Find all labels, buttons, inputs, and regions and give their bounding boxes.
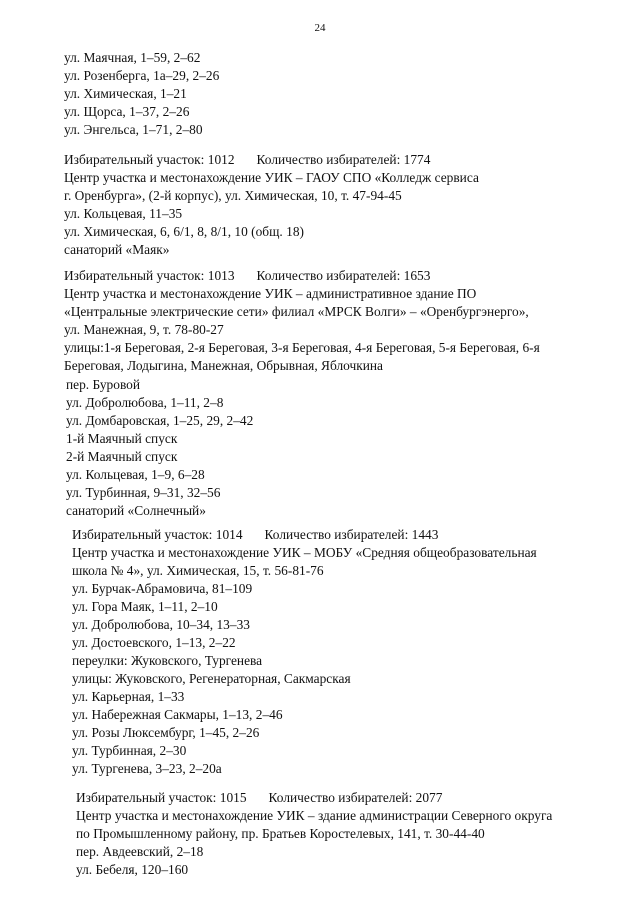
precinct-center-line: г. Оренбурга», (2-й корпус), ул. Химическая, 10, т. 47-94-45 xyxy=(64,188,402,203)
address-line: ул. Турбинная, 2–30 xyxy=(72,743,187,758)
precinct-header-1013 xyxy=(64,267,430,284)
address-line: ул. Щорса, 1–37, 2–26 xyxy=(64,104,190,119)
precinct-center-line: Центр участка и местонахождение УИК – административное здание ПО xyxy=(64,286,477,301)
voter-count: Количество избирателей: 1774 xyxy=(256,152,431,167)
address-line: Береговая, Лодыгина, Манежная, Обрывная, Яблочкина xyxy=(64,358,383,373)
address-line: улицы: Жуковского, Регенераторная, Сакмарская xyxy=(72,671,351,686)
precinct-header-1014 xyxy=(72,526,438,543)
precinct-number: Избирательный участок: 1013 xyxy=(64,268,235,283)
precinct-header-1012 xyxy=(64,151,430,168)
address-line: пер. Авдеевский, 2–18 xyxy=(76,844,204,859)
address-line: ул. Кольцевая, 11–35 xyxy=(64,206,183,221)
address-line: ул. Карьерная, 1–33 xyxy=(72,689,185,704)
precinct-header-1015 xyxy=(76,789,442,806)
address-line: ул. Добролюбова, 10–34, 13–33 xyxy=(72,617,250,632)
precinct-center-line: ул. Манежная, 9, т. 78-80-27 xyxy=(64,322,224,337)
precinct-number: Избирательный участок: 1015 xyxy=(76,790,247,805)
address-line: улицы:1-я Береговая, 2-я Береговая, 3-я Береговая, 4-я Береговая, 5-я Береговая, 6-я xyxy=(64,340,540,355)
precinct-center-line: школа № 4», ул. Химическая, 15, т. 56-81-76 xyxy=(72,563,324,578)
address-line: ул. Домбаровская, 1–25, 29, 2–42 xyxy=(66,413,254,428)
address-line: ул. Энгельса, 1–71, 2–80 xyxy=(64,122,203,137)
address-line: ул. Химическая, 1–21 xyxy=(64,86,187,101)
address-line: ул. Турбинная, 9–31, 32–56 xyxy=(66,485,221,500)
address-line: ул. Набережная Сакмары, 1–13, 2–46 xyxy=(72,707,283,722)
address-line: ул. Гора Маяк, 1–11, 2–10 xyxy=(72,599,218,614)
address-line: ул. Кольцевая, 1–9, 6–28 xyxy=(66,467,205,482)
precinct-center-line: по Промышленному району, пр. Братьев Коростелевых, 141, т. 30-44-40 xyxy=(76,826,485,841)
address-line: санаторий «Маяк» xyxy=(64,242,170,257)
address-line: 1-й Маячный спуск xyxy=(66,431,178,446)
page-number: 24 xyxy=(314,22,326,34)
address-line: ул. Маячная, 1–59, 2–62 xyxy=(64,50,201,65)
precinct-number: Избирательный участок: 1014 xyxy=(72,527,243,542)
address-line: ул. Тургенева, 3–23, 2–20а xyxy=(72,761,222,776)
precinct-center-line: Центр участка и местонахождение УИК – здание администрации Северного округа xyxy=(76,808,553,823)
address-line: ул. Розы Люксембург, 1–45, 2–26 xyxy=(72,725,260,740)
address-line: 2-й Маячный спуск xyxy=(66,449,178,464)
address-line: ул. Химическая, 6, 6/1, 8, 8/1, 10 (общ. 18) xyxy=(64,224,304,239)
precinct-number: Избирательный участок: 1012 xyxy=(64,152,235,167)
address-line: пер. Буровой xyxy=(66,377,141,392)
address-line: переулки: Жуковского, Тургенева xyxy=(72,653,263,668)
address-line: ул. Розенберга, 1а–29, 2–26 xyxy=(64,68,220,83)
address-line: ул. Достоевского, 1–13, 2–22 xyxy=(72,635,236,650)
address-line: санаторий «Солнечный» xyxy=(66,503,206,518)
precinct-center-line: «Центральные электрические сети» филиал «МРСК Волги» – «Оренбургэнерго», xyxy=(64,304,529,319)
voter-count: Количество избирателей: 2077 xyxy=(268,790,443,805)
address-line: ул. Добролюбова, 1–11, 2–8 xyxy=(66,395,224,410)
address-line: ул. Бурчак-Абрамовича, 81–109 xyxy=(72,581,253,596)
voter-count: Количество избирателей: 1443 xyxy=(264,527,439,542)
precinct-center-line: Центр участка и местонахождение УИК – МОБУ «Средняя общеобразовательная xyxy=(72,545,537,560)
address-line: ул. Бебеля, 120–160 xyxy=(76,862,189,877)
precinct-center-line: Центр участка и местонахождение УИК – ГАОУ СПО «Колледж сервиса xyxy=(64,170,479,185)
voter-count: Количество избирателей: 1653 xyxy=(256,268,431,283)
